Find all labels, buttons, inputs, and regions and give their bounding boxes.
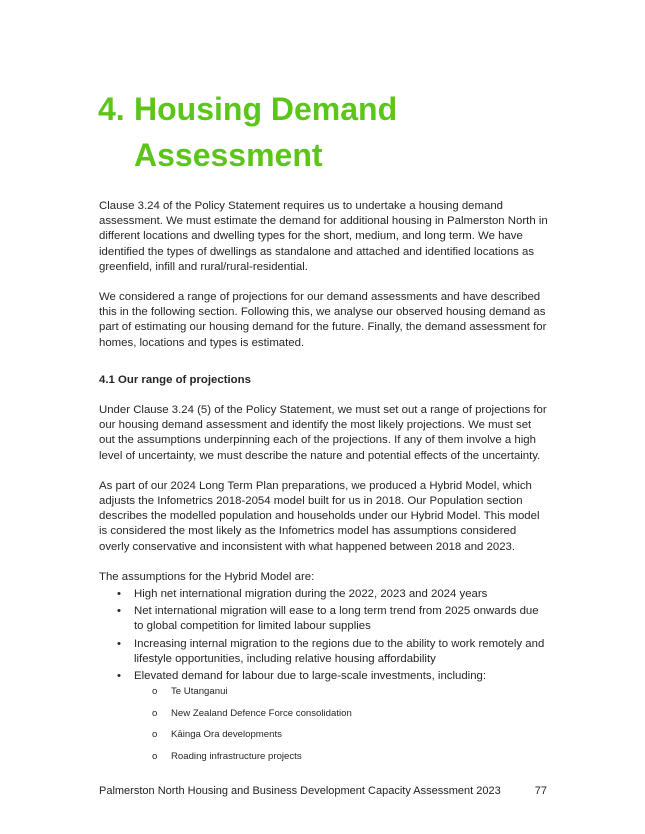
sub-list-item-text: Roading infrastructure projects	[171, 750, 302, 762]
circle-bullet-icon: o	[152, 729, 158, 741]
list-item	[99, 637, 549, 667]
bullet-icon: •	[117, 588, 121, 601]
assumptions-intro: The assumptions for the Hybrid Model are:	[99, 570, 315, 583]
list-item-text: High net international migration during the 2022, 2023 and 2024 years	[134, 588, 488, 601]
subsection-heading: 4.1 Our range of projections	[99, 373, 251, 386]
circle-bullet-icon: o	[152, 707, 158, 719]
circle-bullet-icon: o	[152, 686, 158, 698]
paragraph: Under Clause 3.24 (5) of the Policy Statement, we must set out a range of projections for our housing demand assessment and identify the most likely projections. We must set out the assumptions underpinning each of the projections. If any of them involve a high level of uncertainty, we must describe the nature and potential effects of the uncertainty.	[99, 404, 547, 462]
list-item-text: Net international migration will ease to a long term trend from 2025 onwards due to global competition for limited labour supplies	[134, 605, 539, 633]
sub-list-item	[134, 751, 549, 763]
assumptions-list	[99, 587, 549, 763]
sub-list-item	[134, 686, 549, 698]
paragraph: Clause 3.24 of the Policy Statement requires us to undertake a housing demand assessment. We must estimate the demand for additional housing in Palmerston North in different locations and dwelling types for the short, medium, and long term. We have identified the types of dwellings as standalone and attached and identified locations as greenfield, infill and rural/rural-residential.	[99, 200, 548, 273]
footer-title: Palmerston North Housing and Business Development Capacity Assessment 2023	[99, 785, 501, 797]
circle-bullet-icon: o	[152, 750, 158, 762]
sub-list-item-text: Te Utanganui	[171, 686, 228, 698]
sub-list-item-text: Kāinga Ora developments	[171, 729, 282, 741]
sub-list-item	[134, 708, 549, 720]
section-heading	[98, 86, 397, 178]
list-item	[99, 587, 549, 602]
page-footer	[99, 785, 547, 797]
list-item	[99, 604, 549, 634]
list-item	[99, 669, 549, 763]
heading-number: 4.	[98, 91, 125, 127]
investments-list	[134, 686, 549, 763]
bullet-icon: •	[117, 605, 121, 618]
body-text	[99, 199, 549, 772]
sub-list-item-text: New Zealand Defence Force consolidation	[171, 707, 352, 719]
list-item-text: Elevated demand for labour due to large-scale investments, including:	[134, 670, 487, 683]
heading-title-line-2: Assessment	[134, 137, 323, 173]
heading-title-line-1: Housing Demand	[134, 91, 398, 127]
page-number: 77	[534, 785, 547, 797]
heading-line-1	[98, 86, 397, 132]
paragraph: As part of our 2024 Long Term Plan preparations, we produced a Hybrid Model, which adjusts the Infometrics 2018-2054 model built for us in 2018. Our Population section describes the modelled population and households under our Hybrid Model. This model is considered the most likely as the Infometrics model has assumptions considered overly conservative and inconsistent with what happened between 2018 and 2023.	[99, 479, 540, 553]
paragraph: We considered a range of projections for our demand assessments and have described this in the following section. Following this, we analyse our observed housing demand as part of estimating our housing demand for the future. Finally, the demand assessment for homes, locations and types is estimated.	[99, 291, 547, 349]
bullet-icon: •	[117, 670, 121, 683]
list-item-text: Increasing internal migration to the regions due to the ability to work remotely and lifestyle opportunities, including relative housing affordability	[134, 637, 545, 665]
bullet-icon: •	[117, 637, 121, 650]
sub-list-item	[134, 729, 549, 741]
